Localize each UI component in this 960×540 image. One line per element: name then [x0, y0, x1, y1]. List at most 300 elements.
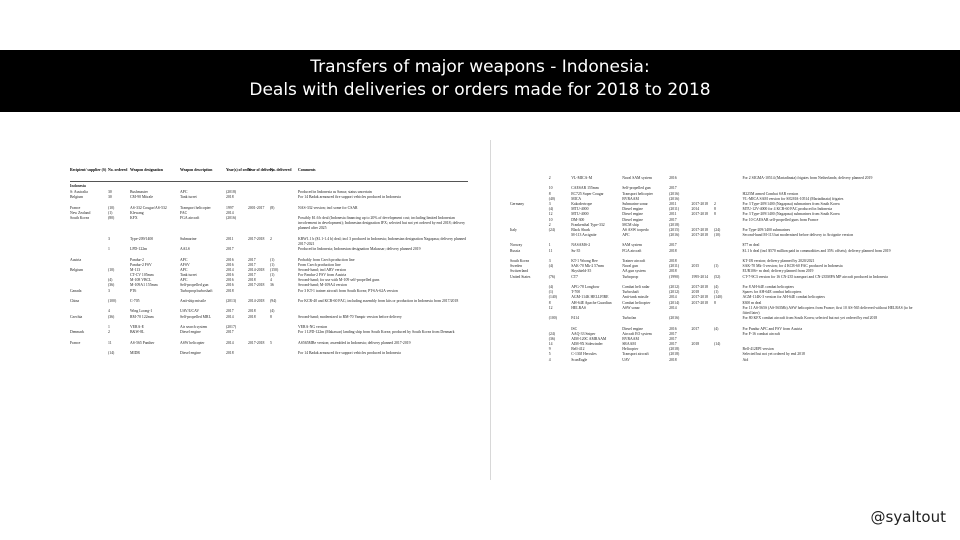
- table-cell: KRW1.1 b ($1.1-1.4 b) deal; incl 3 produced in Indonesia; Indonesian designation Nagapasa; delivery planned 2017-2021: [298, 236, 466, 246]
- table-row: [70, 247, 468, 257]
- table-cell: 2017: [226, 309, 234, 314]
- table-cell: 2017: [669, 342, 677, 347]
- table-cell: 4: [108, 309, 110, 314]
- title-line-2: Deals with deliveries or orders made for 2018 to 2018: [249, 80, 711, 100]
- table-cell: Aid: [742, 357, 749, 362]
- table-cell: 8: [548, 191, 551, 196]
- table-cell: (2012): [669, 285, 680, 289]
- table-cell: Naval gun: [622, 264, 638, 269]
- table-cell: 3: [108, 288, 110, 293]
- table-cell: CT-7-9C3 version for 16 CN-235 transport and CN-235MPA MP aircraft produced in Indonesia: [742, 274, 888, 279]
- table-cell: (8): [270, 205, 275, 210]
- table-cell: 2017: [669, 336, 677, 341]
- column-header: Recipient/ supplier (S): [70, 168, 107, 172]
- table-cell: M-113 Arcignite: [571, 233, 597, 238]
- table-cell: 2016: [226, 262, 234, 267]
- table-cell: (10): [108, 267, 115, 272]
- table-cell: 2014: [226, 340, 234, 345]
- table-cell: (2018): [669, 347, 680, 352]
- table-cell: (140): [714, 295, 723, 300]
- table-cell: (1): [714, 290, 719, 295]
- table-cell: (4): [714, 326, 719, 331]
- watermark-handle: @syaltout: [870, 508, 946, 526]
- table-cell: Combat heli radar: [622, 285, 650, 289]
- section-title: Indonesia: [70, 184, 86, 188]
- table-cell: Sweden: [510, 264, 523, 269]
- table-cell: (36): [108, 314, 115, 319]
- header-rule: [70, 181, 468, 182]
- table-cell: Pandur-2: [130, 257, 144, 262]
- table-cell: For 3 Type-209/1400 (Nagapasa) submarines from South Korea: [742, 201, 840, 206]
- table-cell: Austria: [70, 257, 82, 262]
- table-cell: 2017-2018: [691, 300, 708, 305]
- table-cell: MTU-4000: [571, 207, 589, 212]
- table-cell: APC: [180, 267, 188, 272]
- table-cell: For 3 KT-1 trainer aircraft from South Korea; PT-6A-62A version: [298, 288, 398, 293]
- table-cell: Combat helicopter: [622, 300, 651, 305]
- table-cell: Possibly $1.6 b deal (Indonesia financing up to 20% of development cost; including limited Indonesian involvement in development); Indonesian designation IFX; selected but not yet ordered by end 2018; delivery planned after 2025: [298, 215, 466, 231]
- table-cell: For 14 Badak armoured fire support vehicles produced in Indonesia: [298, 350, 401, 355]
- table-cell: 2018: [248, 314, 256, 319]
- table-cell: 5: [270, 340, 272, 345]
- table-cell: UAV/UCAV: [180, 309, 200, 314]
- table-cell: 2014: [226, 314, 234, 319]
- table-cell: AS565MBe version; assembled in Indonesia; delivery planned 2017-2019: [298, 340, 411, 345]
- table-cell: AALS: [180, 247, 190, 252]
- table-cell: 2011: [669, 212, 677, 217]
- table-cell: UAV: [622, 357, 630, 362]
- table-cell: 10: [548, 217, 553, 222]
- table-cell: AH-64E Apache Guardian: [571, 300, 612, 305]
- table-cell: 2014-2018: [248, 267, 265, 272]
- table-cell: 2: [714, 201, 716, 206]
- table-cell: VL-MICA SAM version for SIGMA-10514 (Martadinata) frigates: [742, 196, 844, 201]
- table-cell: 2018: [669, 357, 677, 362]
- table-row: [70, 289, 468, 299]
- table-cell: Second-hand; incl ARV version: [298, 267, 347, 272]
- table-cell: (40): [548, 196, 556, 201]
- table-cell: Skyshield-35: [571, 269, 592, 274]
- table-cell: 2017-2018: [691, 295, 708, 300]
- table-cell: For 11 AS-565S (AS-565Mb) ASW helicopters from France; first 10 AS-565 delivered without HELRAS (to be fitted later): [742, 305, 913, 315]
- table-cell: 2018: [669, 259, 677, 264]
- table-cell: United States: [510, 274, 531, 279]
- table-row: [510, 176, 920, 186]
- table-cell: PT6: [130, 288, 137, 293]
- table-cell: C-705: [130, 299, 140, 304]
- table-cell: APC: [180, 257, 188, 262]
- table-cell: 2016: [669, 326, 677, 331]
- table-cell: 30: [108, 190, 112, 194]
- table-cell: Transport helicopter: [622, 191, 653, 196]
- table-row: [510, 316, 920, 326]
- table-cell: AS ASW torpedo: [622, 227, 649, 232]
- table-cell: Diesel engine: [180, 350, 201, 355]
- table-cell: For 2 SIGMA-10514 (Martadinata) frigates from Netherlands; delivery planned 2019: [742, 176, 873, 180]
- table-cell: Diesel engine: [622, 207, 643, 212]
- table-cell: HELRAS: [571, 305, 586, 310]
- table-cell: Kakodertrope: [571, 201, 593, 206]
- table-cell: 2015: [691, 264, 700, 269]
- table-row: [70, 237, 468, 247]
- table-cell: M-108 VBCL: [130, 278, 152, 283]
- table-cell: SAM system: [622, 243, 642, 248]
- table-cell: Submarine: [180, 236, 197, 241]
- table-cell: 2017: [669, 217, 677, 222]
- table-cell: FGA aircraft: [622, 248, 642, 253]
- table-cell: 2017-2018: [691, 285, 708, 289]
- table-cell: (1): [270, 273, 275, 278]
- table-cell: Turboprop/turboshaft: [180, 288, 213, 293]
- table-cell: MTU-12V-4000 for 4 KCR-60 FAC produced in Indonesia: [742, 207, 833, 212]
- table-cell: CT-CV 105mm: [130, 273, 154, 278]
- table-cell: Helicopter: [622, 347, 639, 352]
- table-cell: APC: [622, 233, 630, 238]
- table-cell: 2017: [248, 257, 256, 262]
- table-cell: China: [70, 299, 80, 304]
- table-cell: (36): [108, 283, 115, 288]
- page-divider: [490, 140, 491, 480]
- table-cell: For Type-209/1400 submarines: [742, 227, 791, 232]
- table-cell: Tank turret: [180, 273, 197, 278]
- table-cell: ASW helicopter: [180, 340, 205, 345]
- table-cell: 2014: [669, 305, 677, 310]
- table-cell: 2014: [669, 295, 677, 300]
- table-cell: (2016): [669, 316, 680, 321]
- table-cell: 2017: [669, 186, 677, 191]
- table-cell: New Zealand: [70, 210, 91, 215]
- table-cell: 2016: [669, 176, 677, 180]
- table-cell: Second-hand; modernized to RM-70 Vampir version before delivery: [298, 314, 402, 319]
- table-cell: (4): [548, 207, 554, 212]
- table-cell: For 1 LPD-122m (Makassar) landing ship from South Korea; produced by South Korea from Denmark: [298, 330, 455, 335]
- table-cell: Diesel engine: [622, 326, 643, 331]
- table-row: [70, 341, 468, 351]
- table-cell: (2018): [226, 190, 237, 194]
- table-cell: 14: [548, 342, 553, 347]
- table-cell: (100): [108, 299, 117, 304]
- table-cell: (2017): [226, 325, 237, 330]
- table-cell: Anti-ship missile: [180, 299, 207, 304]
- table-cell: 2017-2018: [248, 283, 265, 288]
- table-cell: FAC: [180, 210, 188, 215]
- table-cell: (76): [548, 274, 556, 279]
- table-cell: (2016): [669, 233, 680, 238]
- table-cell: Transport helicopter: [180, 205, 211, 210]
- table-cell: Su-35: [571, 248, 581, 253]
- table-cell: (2018): [669, 222, 680, 227]
- table-cell: AGM-114K HELLFIRE: [571, 295, 609, 300]
- table-cell: Germany: [510, 201, 525, 206]
- column-header: Weapon description: [180, 168, 213, 172]
- table-cell: (140): [548, 295, 557, 300]
- table-cell: KFX: [130, 215, 138, 220]
- table-cell: 2016: [226, 257, 234, 262]
- table-cell: For 3 Type-209/1400 (Nagapasa) submarines from South Korea: [742, 212, 840, 217]
- table-cell: For 10 CAESAR self-propelled guns from France: [742, 217, 819, 222]
- table-cell: SRAAM: [622, 342, 636, 347]
- table-cell: 11: [548, 248, 553, 253]
- table-cell: Turbofan: [622, 316, 637, 321]
- table-cell: Frankenthal Type-332: [571, 222, 605, 227]
- table-cell: AS-332 Cougar/AS-532: [130, 205, 167, 210]
- table-row: [70, 330, 468, 340]
- table-cell: AS-565 Panther: [130, 340, 155, 345]
- table-cell: SAK-70 Mk-3 version; for 4 KCR-60 FAC produced in Indonesia: [742, 264, 843, 269]
- table-cell: AAQ-33 Sniper: [571, 331, 596, 336]
- table-cell: 12: [548, 212, 553, 217]
- table-cell: 2017: [226, 247, 234, 252]
- table-cell: 2017: [669, 331, 677, 336]
- table-cell: MTU-4000: [571, 212, 589, 217]
- left-document-page: [70, 128, 468, 498]
- table-cell: Produced in Indonesia as Sanca; status uncertain: [298, 190, 372, 194]
- table-cell: Bell-412EPI version: [742, 347, 774, 352]
- table-cell: AIM-120C AMRAAM: [571, 336, 607, 341]
- table-cell: 3: [548, 201, 551, 206]
- table-cell: 2017: [226, 330, 234, 335]
- table-cell: FGA aircraft: [180, 215, 200, 220]
- table-cell: 36: [270, 283, 274, 288]
- table-cell: ISC: [571, 326, 578, 331]
- table-cell: Black Shark: [571, 227, 590, 232]
- table-cell: (2015): [669, 227, 680, 232]
- table-cell: (1990): [669, 274, 680, 279]
- table-cell: (2018): [669, 352, 680, 357]
- table-row: [510, 358, 920, 363]
- table-cell: (4): [714, 285, 719, 289]
- table-cell: Diesel engine: [622, 217, 643, 222]
- table-cell: MICA: [571, 196, 582, 201]
- table-cell: Transport aircraft: [622, 352, 649, 357]
- column-header: Weapon designation: [130, 168, 163, 172]
- table-cell: 2017: [248, 262, 256, 267]
- table-cell: CT7: [571, 274, 578, 279]
- table-cell: Selected but not yet ordered by end 2018: [742, 352, 805, 357]
- table-cell: (4): [548, 285, 554, 289]
- table-cell: Second-hand; for use with M-109 self-propelled guns: [298, 278, 380, 283]
- table-cell: For F-16 combat aircraft: [742, 331, 780, 336]
- table-cell: (2013): [226, 299, 237, 304]
- table-cell: S: Australia: [70, 190, 88, 194]
- table-cell: (14): [108, 350, 115, 355]
- table-cell: (52): [714, 274, 721, 279]
- table-cell: 2016: [226, 278, 234, 283]
- table-cell: KT-1B version; delivery planned by 2020/2021: [742, 259, 815, 264]
- table-cell: Type-209/1400: [130, 236, 154, 241]
- title-line-1: Transfers of major weapons - Indonesia:: [310, 57, 650, 77]
- table-cell: 2014: [226, 210, 234, 215]
- table-cell: (4): [548, 264, 554, 269]
- table-cell: 2018: [669, 269, 677, 274]
- table-cell: VL-MICA-M: [571, 176, 593, 180]
- table-cell: 4: [548, 357, 551, 362]
- table-row: [70, 216, 468, 237]
- table-cell: 2017: [248, 273, 256, 278]
- table-cell: (1): [108, 210, 113, 215]
- table-cell: For KCR-40 and KCR-60 FAC; including assembly from kits or production in Indonesia from 2017/2018: [298, 299, 459, 304]
- table-cell: 3: [108, 236, 110, 241]
- table-cell: NASAMS-2: [571, 243, 591, 248]
- table-cell: 2: [270, 236, 272, 241]
- table-cell: Self-propelled MRL: [180, 314, 211, 319]
- table-cell: 2014: [691, 207, 700, 212]
- table-cell: (100): [548, 316, 557, 321]
- table-cell: Produced in Indonesia; Indonesian designation Makassar; delivery planned 2019: [298, 247, 421, 252]
- table-cell: Turboprop: [622, 274, 639, 279]
- table-cell: 3: [548, 259, 551, 264]
- table-cell: 2017: [691, 326, 700, 331]
- table-row: [510, 249, 920, 259]
- table-cell: AGM-114K-3 version for AH-64E combat helicopters: [742, 295, 825, 300]
- left-table-body: [70, 190, 468, 361]
- table-cell: 2017-2018: [248, 340, 265, 345]
- table-cell: 9: [548, 347, 551, 352]
- table-cell: C-130J Hercules: [571, 352, 597, 357]
- table-cell: (2016): [669, 191, 680, 196]
- table-cell: 8: [548, 300, 551, 305]
- table-cell: (24): [548, 227, 556, 232]
- table-cell: Second-hand; M-109A4 version: [298, 283, 347, 288]
- table-cell: For 14 Badak armoured fire support vehicles produced in Indonesia: [298, 195, 401, 200]
- table-cell: AFSV: [180, 262, 190, 267]
- table-cell: RM-70 122mm: [130, 314, 154, 319]
- table-cell: 2011: [226, 236, 234, 241]
- table-cell: $300 m deal: [742, 300, 762, 305]
- table-cell: $77 m deal: [742, 243, 760, 248]
- table-cell: SAK-70 Mk-2 57mm: [571, 264, 604, 269]
- column-header: No. delivered: [270, 168, 292, 172]
- table-cell: 2017-2018: [691, 227, 708, 232]
- column-header: Year of delivery: [248, 168, 274, 172]
- table-cell: T-700: [571, 290, 581, 295]
- table-cell: For 8 AH-64E combat helicopters: [742, 285, 795, 289]
- table-cell: AA gun system: [622, 269, 646, 274]
- table-cell: (2016): [669, 196, 680, 201]
- table-cell: ScanEagle: [571, 357, 588, 362]
- table-cell: (4): [270, 309, 275, 314]
- table-row: [510, 275, 920, 285]
- table-cell: CM-90 Mitrale: [130, 195, 154, 200]
- table-cell: B&W-8L: [130, 330, 145, 335]
- table-cell: 4: [270, 278, 272, 283]
- table-cell: AIM-9X Sidewinder: [571, 342, 603, 347]
- table-cell: BVRAAM: [622, 196, 639, 201]
- table-cell: 2017-2018: [691, 201, 708, 206]
- table-cell: Belgium: [70, 195, 84, 200]
- table-cell: (2011): [669, 207, 680, 212]
- table-cell: 2018: [226, 350, 234, 355]
- right-table-body: [510, 176, 920, 363]
- table-cell: EUR106+ m deal; delivery planned from 2019: [742, 269, 814, 274]
- table-cell: 1995-2014: [691, 274, 708, 279]
- table-cell: Russia: [510, 248, 521, 253]
- table-row: [70, 315, 468, 325]
- table-cell: Klewang: [130, 210, 144, 215]
- table-cell: 2018: [248, 278, 256, 283]
- table-cell: 2018: [226, 288, 234, 293]
- table-cell: Czechia: [70, 314, 83, 319]
- table-cell: Denmark: [70, 330, 85, 335]
- table-cell: Bushmaster: [130, 190, 148, 194]
- table-cell: 8: [714, 212, 716, 217]
- table-cell: 8: [714, 300, 716, 305]
- table-row: [70, 299, 468, 309]
- table-cell: 2016: [226, 273, 234, 278]
- table-cell: For Pandur APC and FSV from Austria: [742, 326, 803, 331]
- table-cell: M-113: [130, 267, 141, 272]
- table-cell: 2018: [669, 248, 677, 253]
- table-cell: 1: [108, 325, 110, 330]
- table-cell: 2: [108, 330, 110, 335]
- table-cell: 2017: [669, 243, 677, 248]
- table-cell: Probably from Czech production line: [298, 257, 355, 262]
- table-cell: 2018: [248, 309, 256, 314]
- table-cell: LPD-122m: [130, 247, 148, 252]
- table-cell: For Pandur-2 FSV from Austria: [298, 273, 347, 278]
- table-cell: Naval SAM system: [622, 176, 652, 180]
- table-cell: (80): [108, 215, 115, 220]
- table-cell: South Korea: [510, 259, 530, 264]
- table-cell: (94): [270, 299, 277, 304]
- table-cell: VERA-NG version: [298, 325, 328, 330]
- table-cell: Spares for AH-64E combat helicopters: [742, 290, 802, 295]
- table-cell: 2014: [226, 267, 234, 272]
- table-cell: South Korea: [70, 215, 90, 220]
- column-header: Year(s) of order: [226, 168, 252, 172]
- table-cell: 5: [548, 352, 551, 357]
- table-cell: 8: [270, 314, 272, 319]
- column-header: Comments: [298, 168, 316, 172]
- table-cell: 2011: [669, 201, 677, 206]
- table-cell: APC: [180, 190, 188, 194]
- table-cell: APG-78 Longbow: [571, 285, 600, 289]
- table-cell: 2018: [226, 195, 234, 200]
- table-cell: (10): [714, 233, 721, 238]
- table-cell: (2014): [669, 300, 680, 305]
- table-cell: EC725 Super Cougar: [571, 191, 604, 196]
- table-cell: (2012): [669, 290, 680, 295]
- table-cell: (1): [270, 257, 275, 262]
- table-cell: Italy: [510, 227, 517, 232]
- table-cell: 2016: [226, 283, 234, 288]
- table-cell: 1: [548, 243, 551, 248]
- title-banner: [0, 50, 960, 112]
- table-cell: Anti-tank missile: [622, 295, 649, 300]
- table-cell: 8: [714, 207, 716, 212]
- table-row: [510, 233, 920, 243]
- table-cell: APC: [180, 278, 188, 283]
- table-cell: (1): [548, 290, 554, 295]
- table-cell: 2018: [691, 342, 700, 347]
- table-cell: VERA-E: [130, 325, 144, 330]
- table-cell: Turboshaft: [622, 290, 639, 295]
- table-cell: (10): [108, 205, 115, 210]
- table-row: [70, 195, 468, 205]
- table-cell: From Czech production line: [298, 262, 341, 267]
- table-cell: F414: [571, 316, 579, 321]
- table-cell: Norway: [510, 243, 523, 248]
- table-cell: (14): [714, 342, 721, 347]
- table-cell: 2001-2017: [248, 205, 265, 210]
- table-cell: Diesel engine: [180, 330, 201, 335]
- table-cell: BVRAAM: [622, 336, 639, 341]
- table-cell: 1997: [226, 205, 234, 210]
- table-cell: Trainer aircraft: [622, 259, 646, 264]
- column-header: No. ordered: [108, 168, 128, 172]
- table-row: [510, 306, 920, 316]
- table-cell: 12: [548, 305, 553, 310]
